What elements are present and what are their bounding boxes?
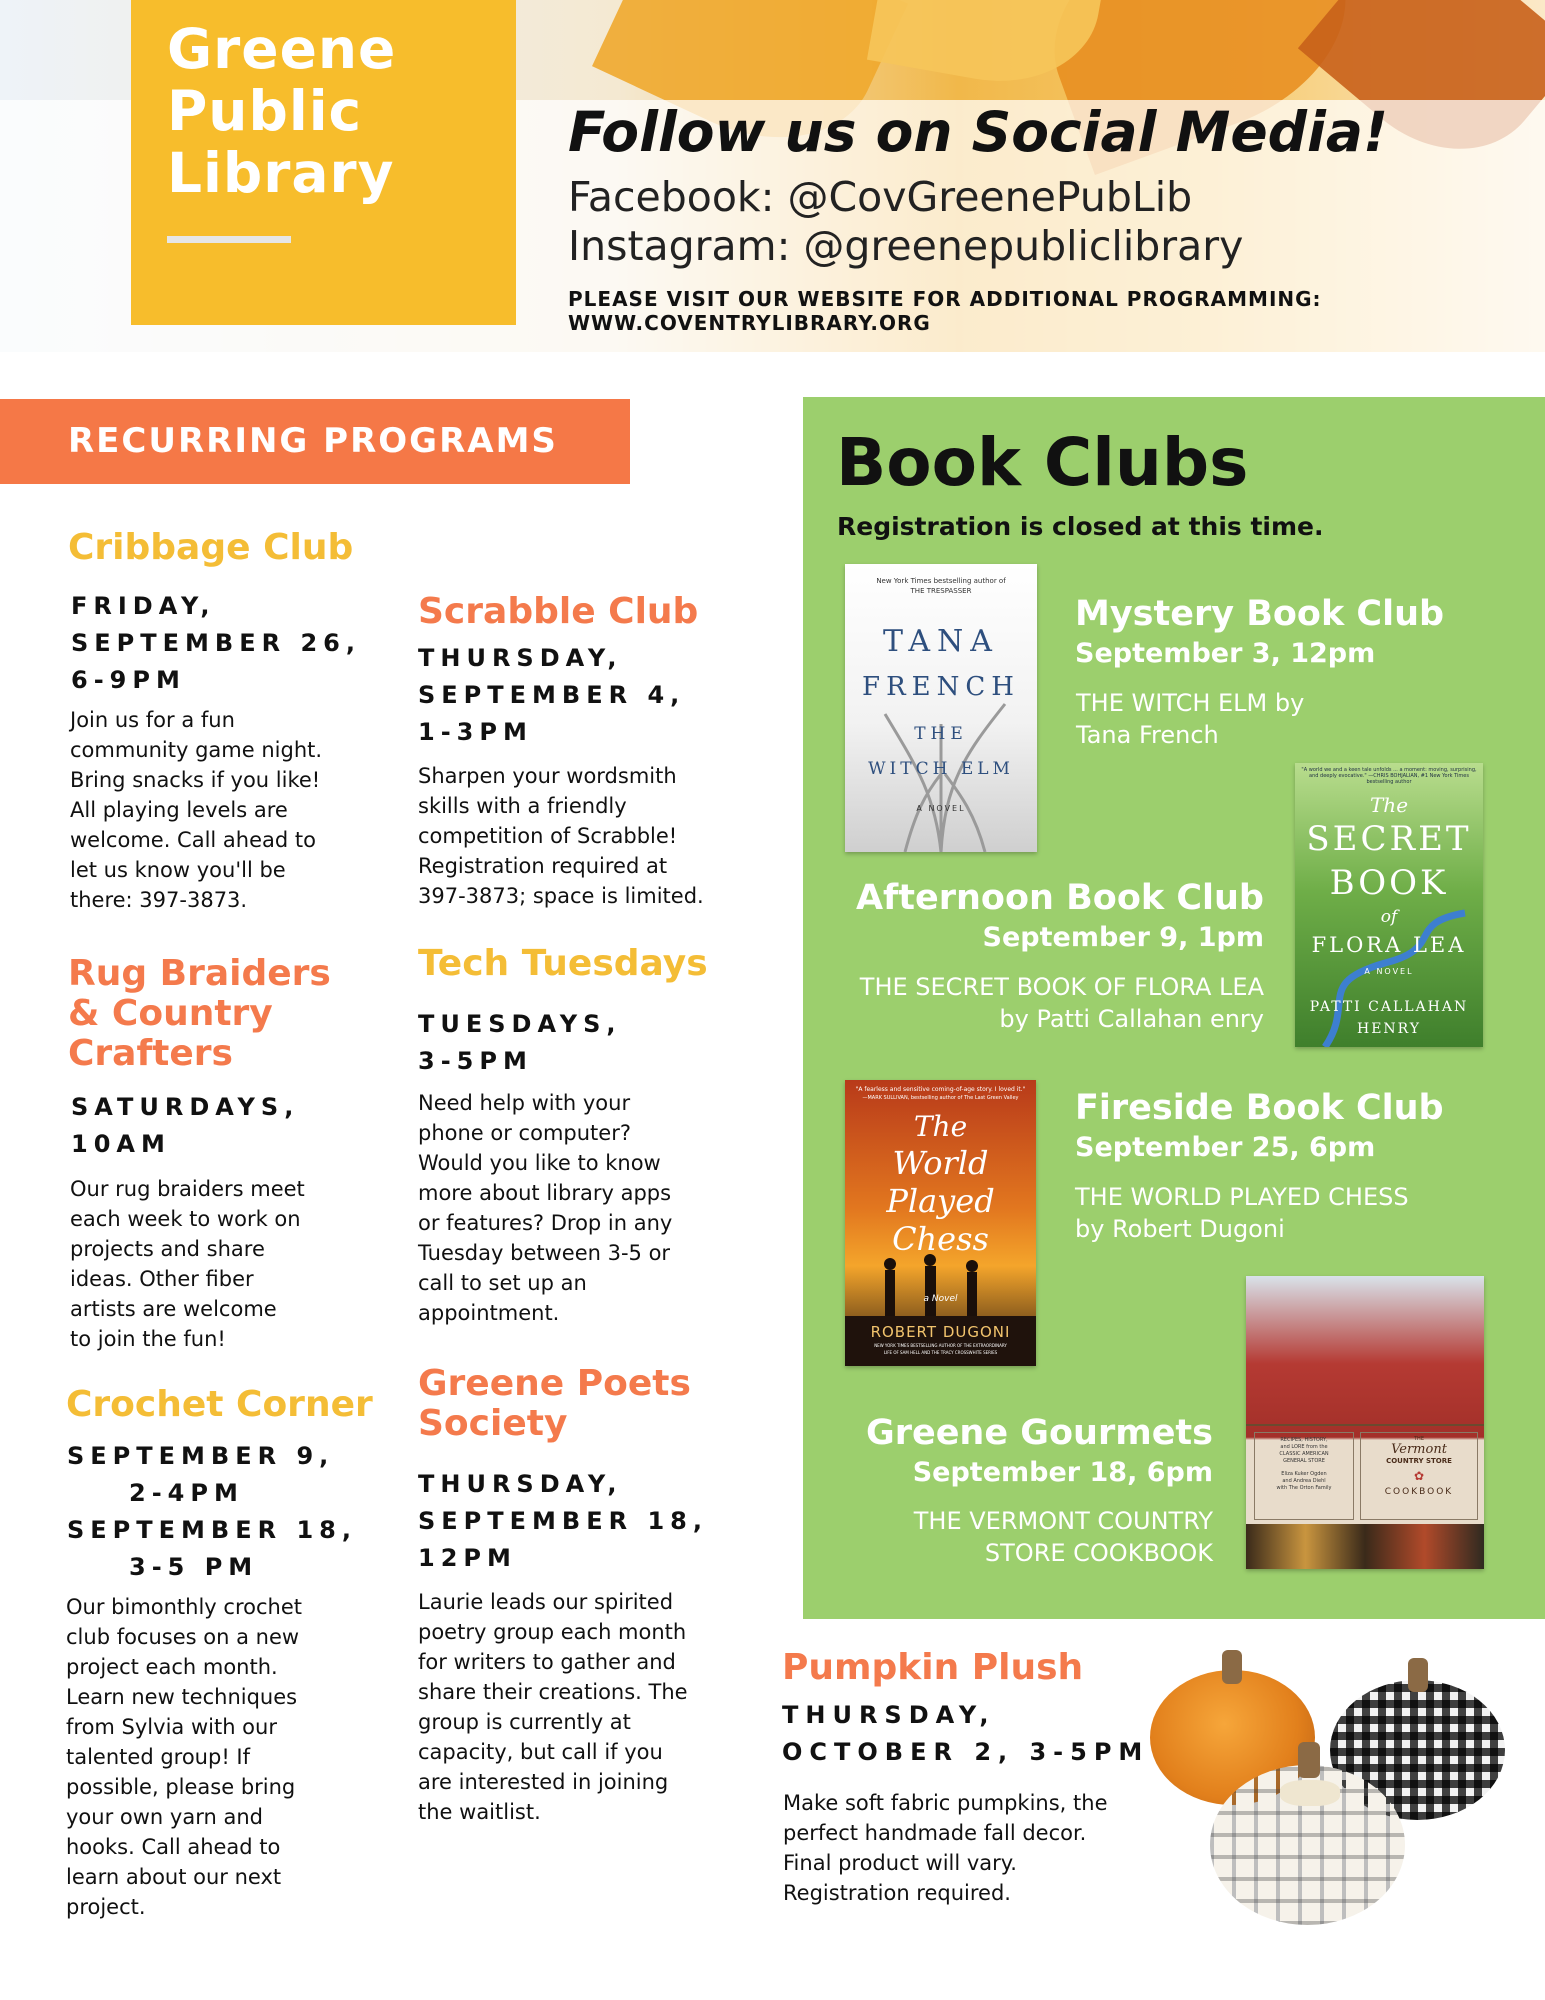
crochet-title: Crochet Corner <box>66 1384 373 1425</box>
pumpkin-stem <box>1222 1650 1242 1684</box>
mystery-club-book: THE WITCH ELM by Tana French <box>1076 689 1305 749</box>
tech-tuesdays-title: Tech Tuesdays <box>418 943 708 984</box>
fireside-club-date: September 25, 6pm <box>1075 1132 1376 1163</box>
pumpkin-photo <box>1140 1640 1535 1935</box>
world-played-chess-cover: "A fearless and sensitive coming-of-age story. I loved it." —MARK SULLIVAN, bestselling author of The Last Green Valley The World Played Chess a Novel ROBERT DUGONI NEW YORK TIMES BESTSELLING AUTHOR OF THE EXTRAORDINARY LIFE OF SAM HELL AND THE TRACY CROSSWHITE SERIES <box>845 1080 1036 1366</box>
crochet-date: SEPTEMBER 9, 2-4PM SEPTEMBER 18, 3-5 PM <box>67 1442 357 1581</box>
mystery-club-name: Mystery Book Club <box>1075 594 1445 634</box>
lace-bow <box>1280 1780 1340 1806</box>
pumpkin-plush-description: Make soft fabric pumpkins, the perfect handmade fall decor. Final product will vary. Registration required. <box>783 1791 1108 1905</box>
cover-label-right: THE Vermont COUNTRY STORE ✿ COOKBOOK <box>1360 1432 1478 1520</box>
social-heading: Follow us on Social Media! <box>568 100 1389 164</box>
scrabble-date: THURSDAY, SEPTEMBER 4, 1-3PM <box>418 644 686 746</box>
logo-underline <box>167 236 291 243</box>
poets-society-title: Greene Poets Society <box>418 1363 691 1444</box>
food-photo-strip <box>1246 1524 1484 1569</box>
scrabble-title: Scrabble Club <box>418 591 699 632</box>
fireside-club-name: Fireside Book Club <box>1075 1088 1444 1128</box>
fireside-club-book: THE WORLD PLAYED CHESS by Robert Dugoni <box>1075 1183 1409 1243</box>
website-url[interactable]: WWW.COVENTRYLIBRARY.ORG <box>568 311 931 335</box>
library-name: Greene Public Library <box>167 17 397 205</box>
mystery-club-date: September 3, 12pm <box>1075 638 1376 669</box>
gourmets-club-name: Greene Gourmets <box>865 1413 1213 1453</box>
cover-label-left: RECIPES, HISTORY, and LORE from the CLASSIC AMERICAN GENERAL STORE Eliza Kuker Ogden and Andrea Diehl with The Orton Family <box>1254 1432 1354 1520</box>
website-note <box>568 287 1322 335</box>
tech-tuesdays-description: Need help with your phone or computer? Would you like to know more about library apps or features? Drop in any Tuesday between 3-5 or call to set up an appointment. <box>418 1091 673 1325</box>
tech-tuesdays-date: TUESDAYS, 3-5PM <box>418 1010 622 1075</box>
pumpkin-stem <box>1298 1742 1320 1778</box>
cribbage-description: Join us for a fun community game night. Bring snacks if you like! All playing levels are welcome. Call ahead to let us know you'll be there: 397-3873. <box>70 708 323 912</box>
afternoon-club-name: Afternoon Book Club <box>855 878 1264 918</box>
poets-society-description: Laurie leads our spirited poetry group each month for writers to gather and share their creations. The group is currently at capacity, but call if you are interested in joining the waitlist. <box>418 1590 688 1824</box>
cribbage-date: FRIDAY, SEPTEMBER 26, 6-9PM <box>71 592 361 694</box>
facebook-handle: Facebook: @CovGreenePubLib <box>568 173 1193 221</box>
gourmets-club-date: September 18, 6pm <box>912 1457 1213 1488</box>
cover-divider <box>1246 1424 1484 1426</box>
afternoon-club-date: September 9, 1pm <box>982 922 1264 953</box>
registration-note: Registration is closed at this time. <box>837 512 1324 541</box>
pumpkin-stem <box>1408 1658 1428 1692</box>
book-clubs-title: Book Clubs <box>836 424 1249 501</box>
afternoon-club-book: THE SECRET BOOK OF FLORA LEA by Patti Callahan enry <box>859 973 1264 1033</box>
gourmets-club-book: THE VERMONT COUNTRY STORE COOKBOOK <box>913 1507 1213 1567</box>
scrabble-description: Sharpen your wordsmith skills with a friendly competition of Scrabble! Registration required at 397-3873; space is limited. <box>418 764 704 908</box>
vermont-cookbook-cover <box>1246 1276 1484 1569</box>
rug-braiders-date: SATURDAYS, 10AM <box>71 1093 300 1158</box>
rug-braiders-title: Rug Braiders & Country Crafters <box>68 953 331 1074</box>
poets-society-date: THURSDAY, SEPTEMBER 18, 12PM <box>418 1470 708 1572</box>
crochet-description: Our bimonthly crochet club focuses on a new project each month. Learn new techniques from Sylvia with our talented group! If possible, please bring your own yarn and hooks. Call ahead to learn about our next project. <box>66 1595 302 1919</box>
pumpkin-plush-date: THURSDAY, OCTOBER 2, 3-5PM <box>782 1701 1150 1766</box>
witch-elm-cover: New York Times bestselling author of THE TRESPASSER TANA FRENCH THE WITCH ELM A NOVEL <box>845 564 1037 852</box>
rug-braiders-description: Our rug braiders meet each week to work on projects and share ideas. Other fiber artists are welcome to join the fun! <box>70 1177 305 1351</box>
flora-lea-cover: "A world we and a keen tale unfolds ... a moment: moving, surprising, and deeply evocative." —CHRIS BOHJALIAN, #1 New York Times bestselling author The SECRET BOOK of FLORA LEA A NOVEL PATTI CALLAHAN HENRY <box>1295 763 1483 1047</box>
recurring-programs-title: RECURRING PROGRAMS <box>68 421 558 461</box>
pumpkin-plush-title: Pumpkin Plush <box>782 1647 1084 1688</box>
instagram-handle: Instagram: @greenepubliclibrary <box>568 222 1244 270</box>
cribbage-title: Cribbage Club <box>68 527 354 568</box>
website-note-line: PLEASE VISIT OUR WEBSITE FOR ADDITIONAL PROGRAMMING: <box>568 287 1322 311</box>
